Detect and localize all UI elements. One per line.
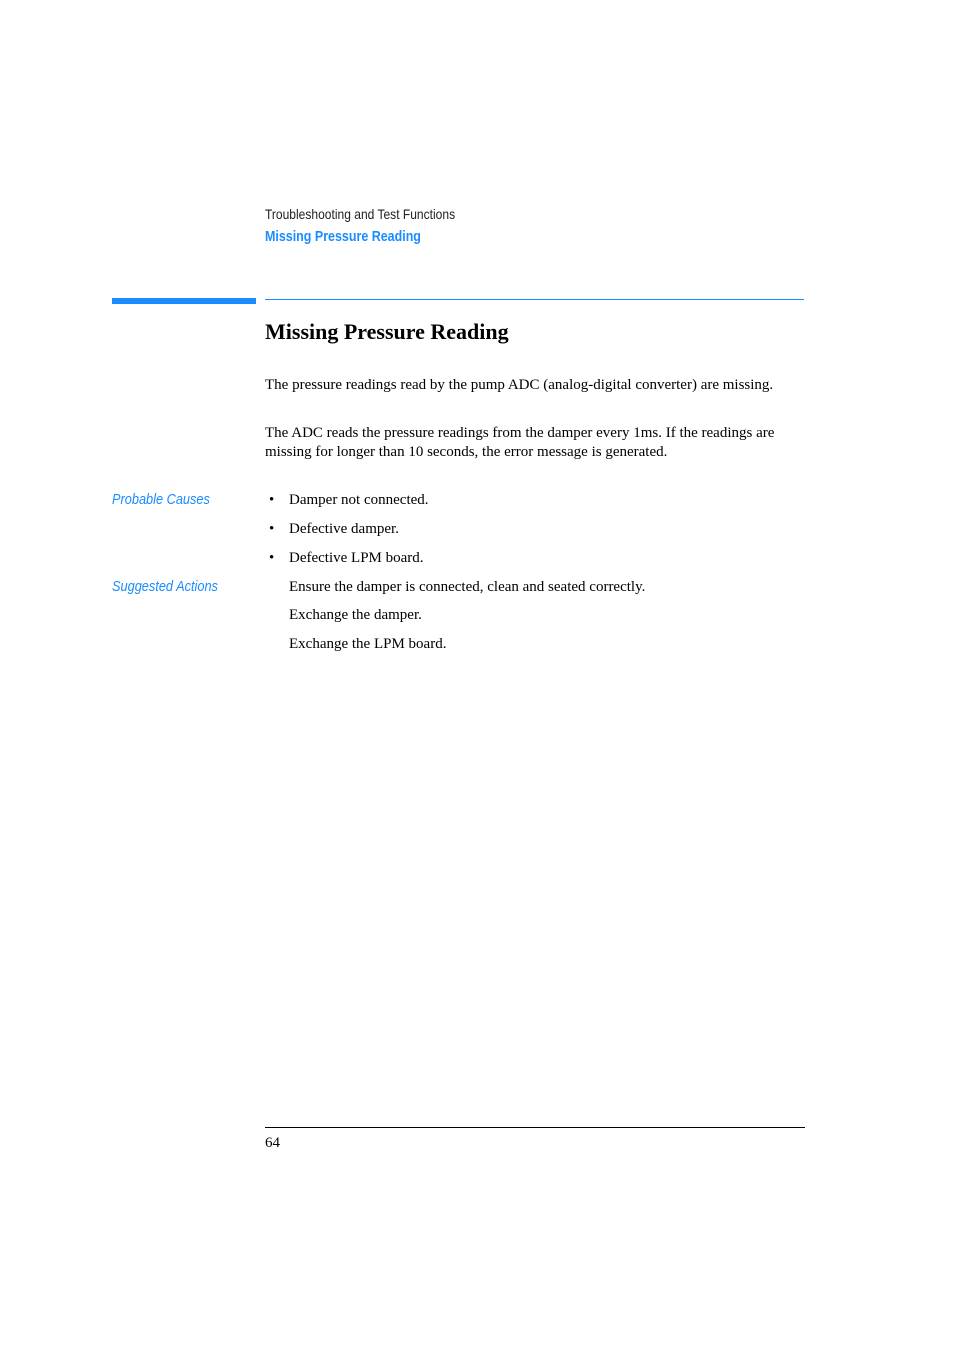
list-item: Exchange the damper.	[289, 607, 422, 623]
chapter-title: Troubleshooting and Test Functions	[265, 206, 456, 222]
running-head	[265, 205, 805, 246]
bullet-icon: •	[269, 492, 275, 508]
page-number: 64	[265, 1135, 280, 1151]
list-item: Defective damper.	[289, 521, 399, 537]
probable-causes-label: Probable Causes	[112, 492, 210, 508]
bullet-icon: •	[269, 550, 275, 566]
list-item: Defective LPM board.	[289, 550, 424, 566]
footer-rule	[265, 1127, 805, 1128]
description-paragraph-1: The pressure readings read by the pump ADC (analog-digital converter) are missing.	[265, 377, 774, 393]
list-item: Damper not connected.	[289, 492, 429, 508]
list-item: Exchange the LPM board.	[289, 636, 447, 652]
description-paragraph-2: The ADC reads the pressure readings from the damper every 1ms. If the readings are missing for longer than 10 seconds, the error message is generated.	[265, 425, 775, 460]
page-title: Missing Pressure Reading	[265, 319, 509, 344]
section-breadcrumb: Missing Pressure Reading	[265, 229, 421, 245]
section-accent-bar	[112, 298, 256, 304]
suggested-actions-label: Suggested Actions	[112, 579, 218, 595]
list-item: Ensure the damper is connected, clean and seated correctly.	[289, 579, 646, 595]
section-divider-rule	[265, 299, 804, 300]
bullet-icon: •	[269, 521, 275, 537]
